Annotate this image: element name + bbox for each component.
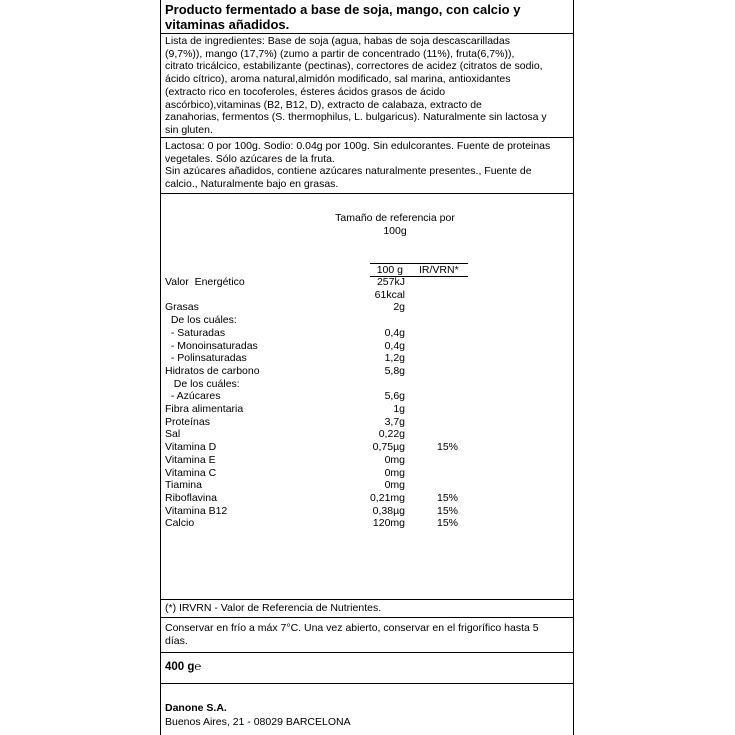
nutrient-label: - Monoinsaturadas bbox=[165, 339, 258, 352]
divider bbox=[160, 652, 574, 653]
nutrient-label: Proteínas bbox=[165, 415, 210, 428]
nutrient-label: Tiamina bbox=[165, 479, 202, 492]
claims-line: calcio., Naturalmente bajo en grasas. bbox=[165, 178, 339, 191]
nutrition-row bbox=[165, 441, 570, 454]
ingredients-line: (9,7%)), mango (17,7%) (zumo a partir de concentrado (11%), fruta(6,7%)), bbox=[165, 47, 515, 60]
nutrition-row bbox=[165, 365, 570, 378]
storage-instructions bbox=[165, 622, 539, 647]
ingredients-block bbox=[165, 35, 547, 137]
nutrition-row bbox=[165, 416, 570, 429]
nutrient-reference-percent: 15% bbox=[437, 491, 459, 504]
nutrient-label: - Polinsaturadas bbox=[165, 352, 247, 365]
nutrient-label: Grasas bbox=[165, 301, 199, 314]
nutrition-row bbox=[165, 314, 570, 327]
nutrition-row bbox=[165, 340, 570, 353]
company-address: Buenos Aires, 21 - 08029 BARCELONA bbox=[165, 716, 351, 728]
nutrition-row bbox=[165, 390, 570, 403]
nutrient-label: Vitamina D bbox=[165, 441, 217, 454]
divider bbox=[160, 33, 574, 34]
nutrient-value: 1,2g bbox=[384, 352, 405, 365]
ingredients-line: (extracto rico en tocoferoles, ésteres ácidos grasos de ácido bbox=[165, 85, 446, 98]
nutrient-value: 61kcal bbox=[374, 288, 405, 301]
nutrient-reference-percent: 15% bbox=[437, 517, 459, 530]
nutrient-label: Calcio bbox=[165, 517, 195, 530]
nutrition-row bbox=[165, 467, 570, 480]
nutrition-row bbox=[165, 301, 570, 314]
storage-line-2: días. bbox=[165, 634, 188, 647]
divider bbox=[160, 683, 574, 684]
nutrition-row bbox=[165, 378, 570, 391]
table-rule bbox=[370, 263, 468, 264]
claims-block bbox=[165, 140, 550, 191]
nutrient-label: Hidratos de carbono bbox=[165, 364, 260, 377]
reference-size-line-1: Tamaño de referencia por bbox=[335, 212, 455, 224]
nutrient-value: 0,38µg bbox=[372, 504, 405, 517]
nutrient-value: 0,22g bbox=[378, 428, 405, 441]
footnote: (*) IRVRN - Valor de Referencia de Nutrientes. bbox=[165, 602, 382, 614]
nutrient-label: Fibra alimentaria bbox=[165, 403, 244, 415]
nutrient-value: 0,4g bbox=[384, 326, 405, 339]
column-header-irvrn: IR/VRN* bbox=[419, 264, 459, 276]
column-header-100g: 100 g bbox=[376, 264, 403, 276]
claims-line: Lactosa: 0 por 100g. Sodio: 0.04g por 100g. Sin edulcorantes. Fuente de proteinas bbox=[165, 140, 551, 152]
nutrient-label: Vitamina B12 bbox=[165, 504, 228, 517]
nutrition-row bbox=[165, 276, 570, 289]
divider bbox=[160, 193, 574, 194]
nutrition-row bbox=[165, 428, 570, 441]
nutrient-value: 0,4g bbox=[384, 339, 405, 352]
nutrition-row bbox=[165, 327, 570, 340]
product-title-line-2: vitaminas añadidos. bbox=[165, 17, 290, 32]
nutrient-value: 5,8g bbox=[384, 364, 405, 377]
nutrition-row bbox=[165, 352, 570, 365]
claims-line: vegetales. Sólo azúcares de la fruta. bbox=[165, 152, 335, 165]
nutrient-label: Riboflavina bbox=[165, 491, 217, 504]
divider bbox=[160, 137, 574, 138]
nutrient-label: Sal bbox=[165, 428, 181, 441]
nutrient-value: 0mg bbox=[384, 466, 405, 479]
nutrient-value: 0,75µg bbox=[372, 441, 405, 454]
nutrition-row bbox=[165, 289, 570, 302]
nutrient-label: De los cuáles: bbox=[165, 377, 240, 390]
nutrient-value: 0mg bbox=[384, 453, 405, 466]
nutrient-reference-percent: 15% bbox=[437, 441, 459, 454]
claims-line: Sin azúcares añadidos, contiene azúcares naturalmente presentes., Fuente de bbox=[165, 165, 532, 178]
nutrition-row bbox=[165, 492, 570, 505]
nutrient-value: 2g bbox=[393, 301, 405, 314]
nutrition-row bbox=[165, 505, 570, 518]
nutrient-label: - Azúcares bbox=[165, 390, 221, 403]
ingredients-line: citrato tricálcico, estabilizante (pectinas), correctores de acidez (citratos de sodio, bbox=[165, 60, 543, 73]
ingredients-line: zanahorias, fermentos (S. thermophilus, L. bulgaricus). Naturalmente sin lactosa y bbox=[165, 111, 547, 124]
divider bbox=[160, 617, 574, 618]
product-title bbox=[165, 2, 520, 32]
ingredients-line: ácido cítrico), aroma natural,almidón modificado, sal marina, antioxidantes bbox=[165, 73, 511, 86]
company-name: Danone S.A. bbox=[165, 702, 227, 714]
nutrient-reference-percent: 15% bbox=[437, 504, 459, 517]
nutrition-row bbox=[165, 403, 570, 416]
nutrient-label: De los cuáles: bbox=[165, 314, 237, 327]
nutrient-value: 0mg bbox=[384, 479, 405, 492]
reference-size bbox=[320, 212, 470, 237]
nutrient-value: 257kJ bbox=[376, 276, 405, 288]
net-weight: 400 g℮ bbox=[165, 661, 202, 673]
nutrition-row bbox=[165, 517, 570, 530]
product-title-line-1: Producto fermentado a base de soja, mango, con calcio y bbox=[165, 2, 521, 17]
nutrition-row bbox=[165, 454, 570, 467]
storage-line-1: Conservar en frío a máx 7°C. Una vez abierto, conservar en el frigorífico hasta 5 bbox=[165, 622, 539, 634]
ingredients-line: ascórbico),vitaminas (B2, B12, D), extracto de calabaza, extracto de bbox=[165, 98, 482, 111]
ingredients-line: sin gluten. bbox=[165, 123, 213, 136]
nutrient-value: 1g bbox=[393, 403, 405, 415]
divider bbox=[160, 599, 574, 600]
ingredients-line: Lista de ingredientes: Base de soja (agua, habas de soja descascarilladas bbox=[165, 35, 510, 47]
nutrient-value: 0,21mg bbox=[369, 491, 405, 504]
nutrient-label: Vitamina C bbox=[165, 466, 217, 479]
nutrient-value: 5,6g bbox=[384, 390, 405, 403]
reference-size-line-2: 100g bbox=[383, 224, 407, 237]
nutrient-value: 120mg bbox=[372, 517, 405, 530]
nutrient-label: - Saturadas bbox=[165, 326, 226, 339]
nutrient-label: Vitamina E bbox=[165, 453, 216, 466]
nutrition-row bbox=[165, 479, 570, 492]
nutrient-value: 3,7g bbox=[384, 415, 405, 428]
nutrient-label: Valor Energético bbox=[165, 276, 245, 288]
